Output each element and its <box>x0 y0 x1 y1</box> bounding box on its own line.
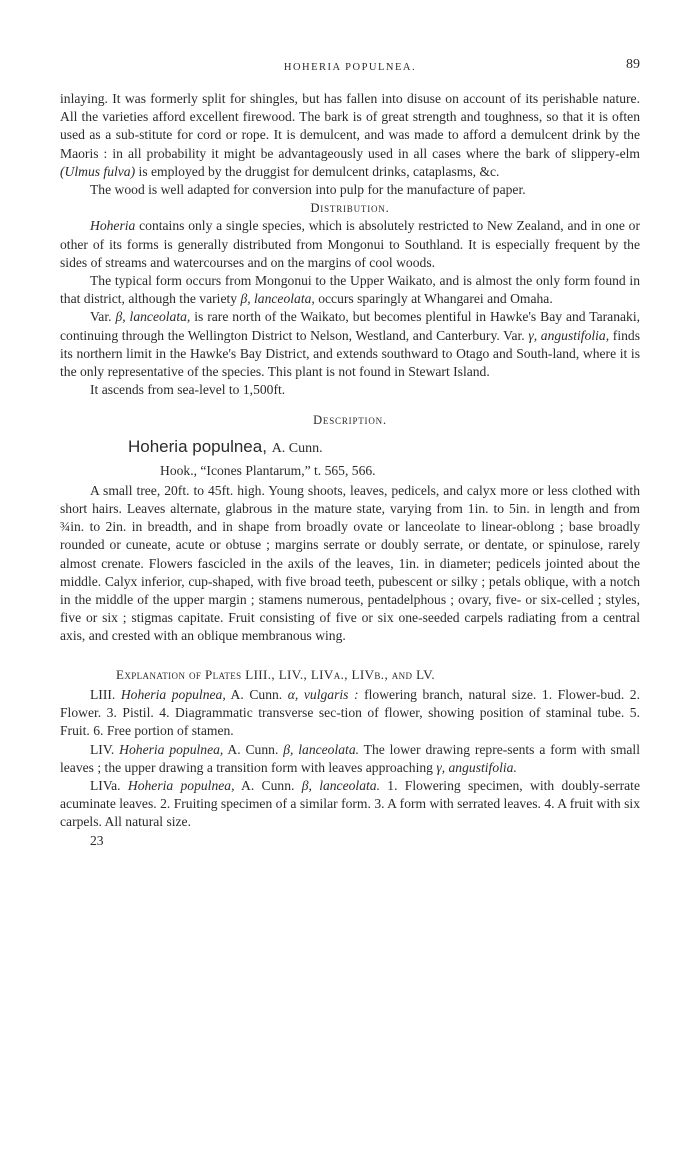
intro-paragraph-1: inlaying. It was formerly split for shingles, but has fallen into disuse on account of its perishable nature. All the varieties afford excellent firewood. The bark is of great strength and toughness, so that it is often used as a sub-stitute for cord or rope. It is demulcent, and was made to afford a demulcent drink by the Maoris : in all probability it might be advantageously used in all cases where the bark of slippery-elm (Ulmus fulva) is employed by the druggist for demulcent drinks, cataplasms, &c. <box>60 91 640 179</box>
page-number: 89 <box>626 57 640 72</box>
description-body: A small tree, 20ft. to 45ft. high. Young shoots, leaves, pedicels, and calyx more or less clothed with short hairs. Leaves alternate, glabrous in the mature state, varying from 1in. to 5in. in length and from ¾in. to 2in. in breadth, and in shape from broadly ovate or lanceolate to linear-oblong ; base broadly rounded or cuneate, acute or obtuse ; margins serrate or doubly serrate, or dentate, or spinulose, rarely almost crenate. Flowers fascicled in the axils of the leaves, 1in. in diameter; pedicels jointed about the middle. Calyx inferior, cup-shaped, with five broad teeth, pubescent or silky ; petals oblique, with a notch in the middle of the upper margin ; stamens numerous, pentadelphous ; ovary, five- or six-celled ; styles, five or six ; stigmas capitate. Fruit consisting of five or six one-seeded carpels radiating from a central axis, and crested with an oblique membranous wing. <box>60 482 640 644</box>
species-title <box>60 436 640 460</box>
intro-paragraph-2: The wood is well adapted for conversion into pulp for the manufacture of paper. <box>90 182 526 198</box>
distribution-paragraph-3: Var. β, lanceolata, is rare north of the Waikato, but becomes plentiful in Hawke's Bay and Taranaki, continuing through the Wellington District to Nelson, Westland, and Canterbury. Var. γ, angustifolia, finds its northern limit in the Hawke's Bay District, and extends southward to Otago and South-land, where it is the only representative of the species. This plant is not found in Stewart Island. <box>60 309 640 380</box>
plates-heading: Explanation of Plates LIII., LIV., LIVa., LIVb., and LV. <box>116 666 436 682</box>
distribution-paragraph-4: It ascends from sea-level to 1,500ft. <box>90 382 286 398</box>
description-heading: Description. <box>313 413 387 428</box>
species-reference: Hook., “Icones Plantarum,” t. 565, 566. <box>160 462 376 478</box>
plate-liii: LIII. Hoheria populnea, A. Cunn. α, vulgaris : flowering branch, natural size. 1. Flower-bud. 2. Flower. 3. Pistil. 4. Diagrammatic transverse sec-tion of flower, showing position of staminal tube. 5. Fruit. 6. Free portion of stamen. <box>60 686 640 739</box>
signature-mark: 23 <box>90 832 104 848</box>
page-header <box>60 56 640 76</box>
page <box>60 56 640 850</box>
plate-liva: LIVa. Hoheria populnea, A. Cunn. β, lanceolata. 1. Flowering specimen, with doubly-serrate acuminate leaves. 2. Fruiting specimen of a similar form. 3. A form with serrated leaves. 4. A fruit with six carpels. All natural size. <box>60 777 640 830</box>
running-title: HOHERIA POPULNEA. <box>283 62 417 73</box>
species-authority: A. Cunn. <box>271 440 323 456</box>
species-name: Hoheria populnea, <box>128 436 267 456</box>
plate-liv: LIV. Hoheria populnea, A. Cunn. β, lanceolata. The lower drawing repre-sents a form with small leaves ; the upper drawing a transition form with leaves approaching γ, angustifolia. <box>60 741 640 775</box>
distribution-paragraph-2: The typical form occurs from Mongonui to the Upper Waikato, and is almost the only form found in that district, although the variety β, lanceolata, occurs sparingly at Whangarei and Omaha. <box>60 273 640 307</box>
distribution-paragraph-1: Hoheria contains only a single species, which is absolutely restricted to New Zealand, and in one or other of its forms is generally distributed from Mongonui to Southland. It is especially frequent by the sides of streams and watercourses and on the margins of cool woods. <box>60 218 640 270</box>
distribution-heading: Distribution. <box>310 201 390 216</box>
